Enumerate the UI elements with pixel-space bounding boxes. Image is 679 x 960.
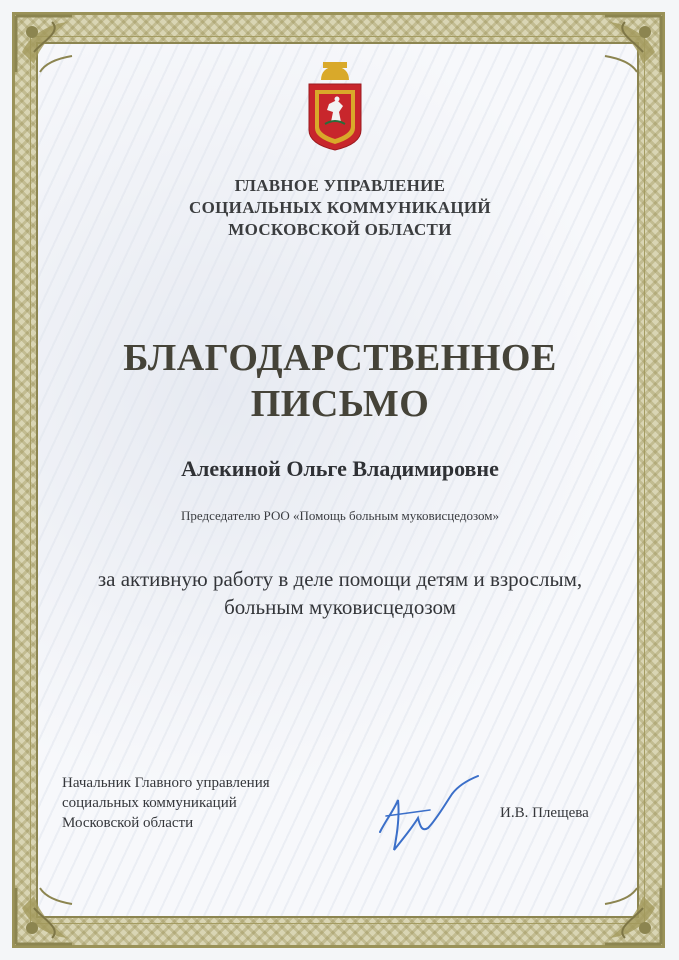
- corner-ornament-icon: [12, 858, 102, 948]
- corner-ornament-icon: [575, 858, 665, 948]
- organization-name-line1: ГЛАВНОЕ УПРАВЛЕНИЕ: [234, 176, 446, 195]
- award-reason-line2: больным муковисцедозом: [224, 595, 456, 619]
- organization-name-line3: МОСКОВСКОЙ ОБЛАСТИ: [228, 220, 452, 239]
- signatory-role-line3: Московской области: [62, 815, 194, 831]
- moscow-region-emblem-icon: [303, 60, 367, 152]
- corner-ornament-icon: [575, 12, 665, 102]
- document-title-line1: БЛАГОДАРСТВЕННОЕ: [123, 337, 557, 379]
- document-title-line2: ПИСЬМО: [250, 383, 430, 425]
- handwritten-signature-icon: [372, 770, 484, 856]
- corner-ornament-icon: [12, 12, 102, 102]
- recipient-position: Председателю РОО «Помощь больным муковисцедозом»: [180, 508, 500, 523]
- signatory-name: И.В. Плещева: [500, 805, 589, 821]
- signatory-role-line2: социальных коммуникаций: [62, 795, 237, 811]
- signatory-role-line1: Начальник Главного управления: [62, 775, 270, 791]
- award-reason-line1: за активную работу в деле помощи детям и взрослым,: [97, 567, 583, 591]
- recipient-name: Алекиной Ольге Владимировне: [181, 456, 499, 481]
- organization-name-line2: СОЦИАЛЬНЫХ КОММУНИКАЦИЙ: [189, 198, 491, 217]
